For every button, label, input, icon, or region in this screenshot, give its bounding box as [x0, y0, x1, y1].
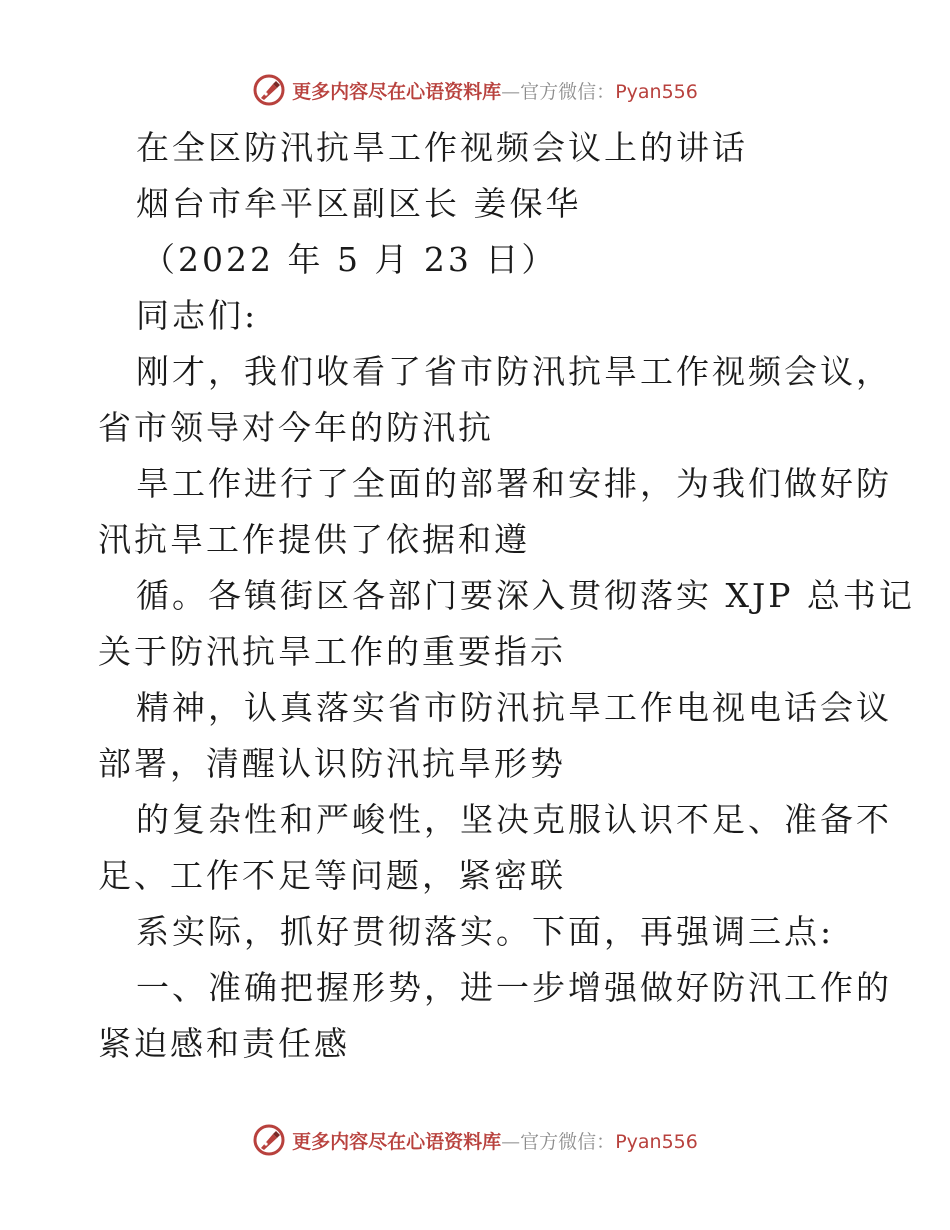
paragraph-line: 系实际，抓好贯彻落实。下面，再强调三点: — [136, 912, 835, 951]
paragraph-line: 旱工作进行了全面的部署和安排，为我们做好防 — [136, 464, 892, 503]
banner-text — [292, 77, 698, 104]
pen-nib-logo-icon — [252, 1123, 286, 1157]
banner-main-text: 更多内容尽在心语资料库 — [292, 1130, 502, 1153]
section-heading: 一、准确把握形势，进一步增强做好防汛工作的 — [136, 968, 892, 1007]
banner-text — [292, 1127, 698, 1154]
document-title: 在全区防汛抗旱工作视频会议上的讲话 — [136, 128, 748, 167]
paragraph-line: 循。各镇街区各部门要深入贯彻落实 XJP 总书记 — [136, 576, 915, 615]
banner-dash: — — [501, 80, 521, 103]
banner-main-text: 更多内容尽在心语资料库 — [292, 80, 502, 103]
paragraph-line: 部署，清醒认识防汛抗旱形势 — [98, 744, 566, 783]
banner-official-label: 官方微信： — [520, 1130, 616, 1153]
banner-dash: — — [501, 1130, 521, 1153]
banner-wechat-id: Pyan556 — [615, 1130, 698, 1153]
pen-nib-logo-icon — [252, 73, 286, 107]
date-line: （2022 年 5 月 23 日） — [142, 240, 558, 279]
paragraph-line: 刚才，我们收看了省市防汛抗旱工作视频会议， — [136, 352, 892, 391]
paragraph-line: 关于防汛抗旱工作的重要指示 — [98, 632, 566, 671]
section-heading-continued: 紧迫感和责任感 — [98, 1024, 350, 1063]
document-body — [98, 120, 915, 1072]
paragraph-line: 精神，认真落实省市防汛抗旱工作电视电话会议 — [136, 688, 892, 727]
paragraph-line: 足、工作不足等问题，紧密联 — [98, 856, 566, 895]
footer-banner — [0, 1120, 950, 1160]
banner-official-label: 官方微信： — [520, 80, 616, 103]
banner-wechat-id: Pyan556 — [615, 80, 698, 103]
salutation: 同志们: — [136, 296, 259, 335]
paragraph-line: 省市领导对今年的防汛抗 — [98, 408, 494, 447]
header-banner — [0, 70, 950, 110]
paragraph-line: 汛抗旱工作提供了依据和遵 — [98, 520, 530, 559]
speaker-line: 烟台市牟平区副区长 姜保华 — [136, 184, 582, 223]
paragraph-line: 的复杂性和严峻性，坚决克服认识不足、准备不 — [136, 800, 892, 839]
